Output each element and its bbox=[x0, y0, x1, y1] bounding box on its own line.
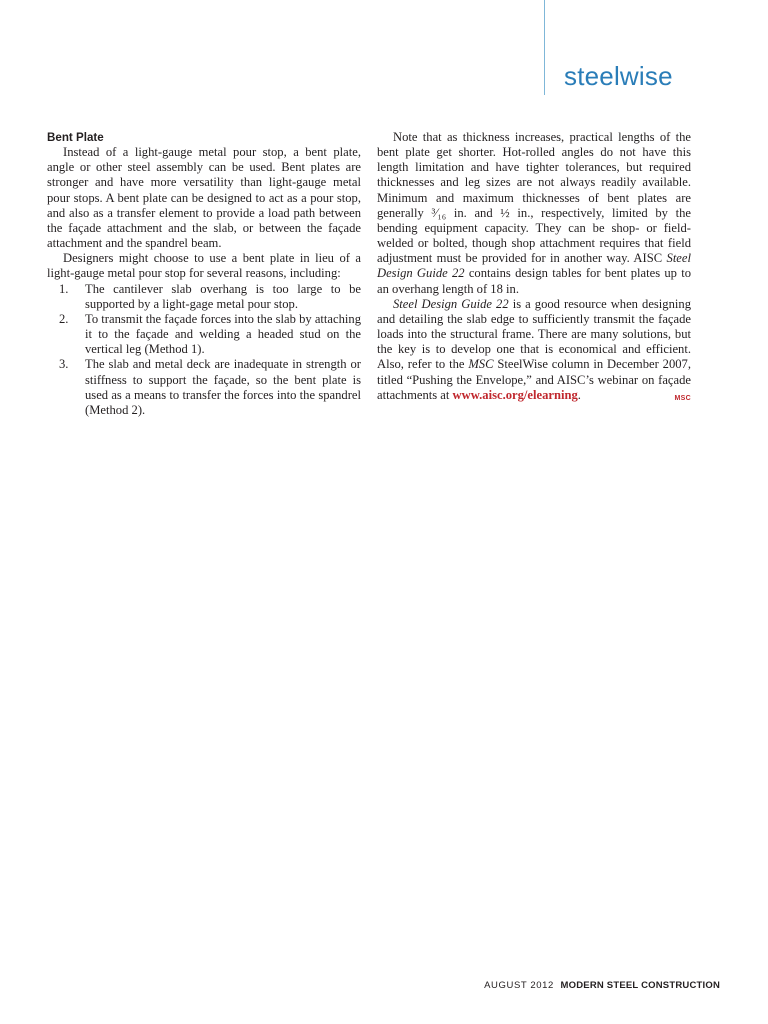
publication-title: Steel Design Guide 22 bbox=[393, 296, 509, 311]
list-item bbox=[47, 282, 361, 312]
section-tag: steelwise bbox=[564, 61, 673, 91]
section-heading: Bent Plate bbox=[47, 131, 104, 144]
list-number: 1. bbox=[59, 281, 69, 296]
elearning-link[interactable]: www.aisc.org/elearning bbox=[452, 387, 578, 402]
list-item-text: To transmit the façade forces into the slab by attaching it to the façade and welding a headed stud on the vertical leg (Method 1). bbox=[85, 311, 361, 357]
magazine-abbrev: MSC bbox=[468, 357, 494, 372]
list-number: 3. bbox=[59, 357, 69, 372]
issue-date: AUGUST 2012 bbox=[484, 980, 554, 991]
paragraph: Designers might choose to use a bent plate in lieu of a light-gauge metal pour stop for several reasons, including: bbox=[47, 251, 361, 281]
left-column bbox=[47, 130, 361, 418]
list-item-text: The cantilever slab overhang is too large to be supported by a light-gage metal pour stop. bbox=[85, 281, 361, 311]
paragraph: Steel Design Guide 22 is a good resource when designing and detailing the slab edge to sufficiently transmit the façade loads into the structural frame. There are many solutions, but the key is to develop one that is economical and efficient. Also, refer to the MSC SteelWise column in December 2007, titled “Pushing the Envelope,” and AISC’s webinar on façade attachments at www.aisc.org/elearning. MSC bbox=[377, 297, 691, 403]
reasons-list bbox=[47, 282, 361, 418]
list-item-text: The slab and metal deck are inadequate in strength or stiffness to support the façade, so the bent plate is used as a means to transfer the forces into the spandrel (Method 2). bbox=[85, 357, 361, 417]
paragraph: Note that as thickness increases, practical lengths of the bent plate get shorter. Hot-rolled angles do not have this length limitation and have tighter tolerances, but required thicknesses and leg sizes are not always readily available. Minimum and maximum thicknesses of bent plates are generally ³⁄₁₆ in. and ½ in., respectively, limited by the bending equipment capacity. They can be shop- or field-welded or bolted, though shop attachment requires that field adjustment must be provided for in another way. AISC Steel Design Guide 22 contains design tables for bent plates up to an overhang length of 18 in. bbox=[377, 130, 691, 296]
list-item bbox=[47, 312, 361, 357]
publication-title: Steel Design Guide 22 bbox=[377, 251, 691, 281]
list-item bbox=[47, 357, 361, 418]
end-mark: MSC bbox=[674, 394, 691, 402]
paragraph: Instead of a light-gauge metal pour stop, a bent plate, angle or other steel assembly can be used. Bent plates are stronger and have more versatility than light-gauge metal pour stops. A bent plate can be designed to act as a pour stop, and also as a transfer element to provide a load path between the façade attachment and the slab, or between the façade attachment and the spandrel beam. bbox=[47, 145, 361, 251]
right-column bbox=[377, 130, 691, 406]
magazine-title: MODERN STEEL CONSTRUCTION bbox=[560, 980, 720, 991]
header-divider bbox=[544, 0, 545, 95]
page-footer bbox=[484, 981, 720, 991]
list-number: 2. bbox=[59, 311, 69, 326]
